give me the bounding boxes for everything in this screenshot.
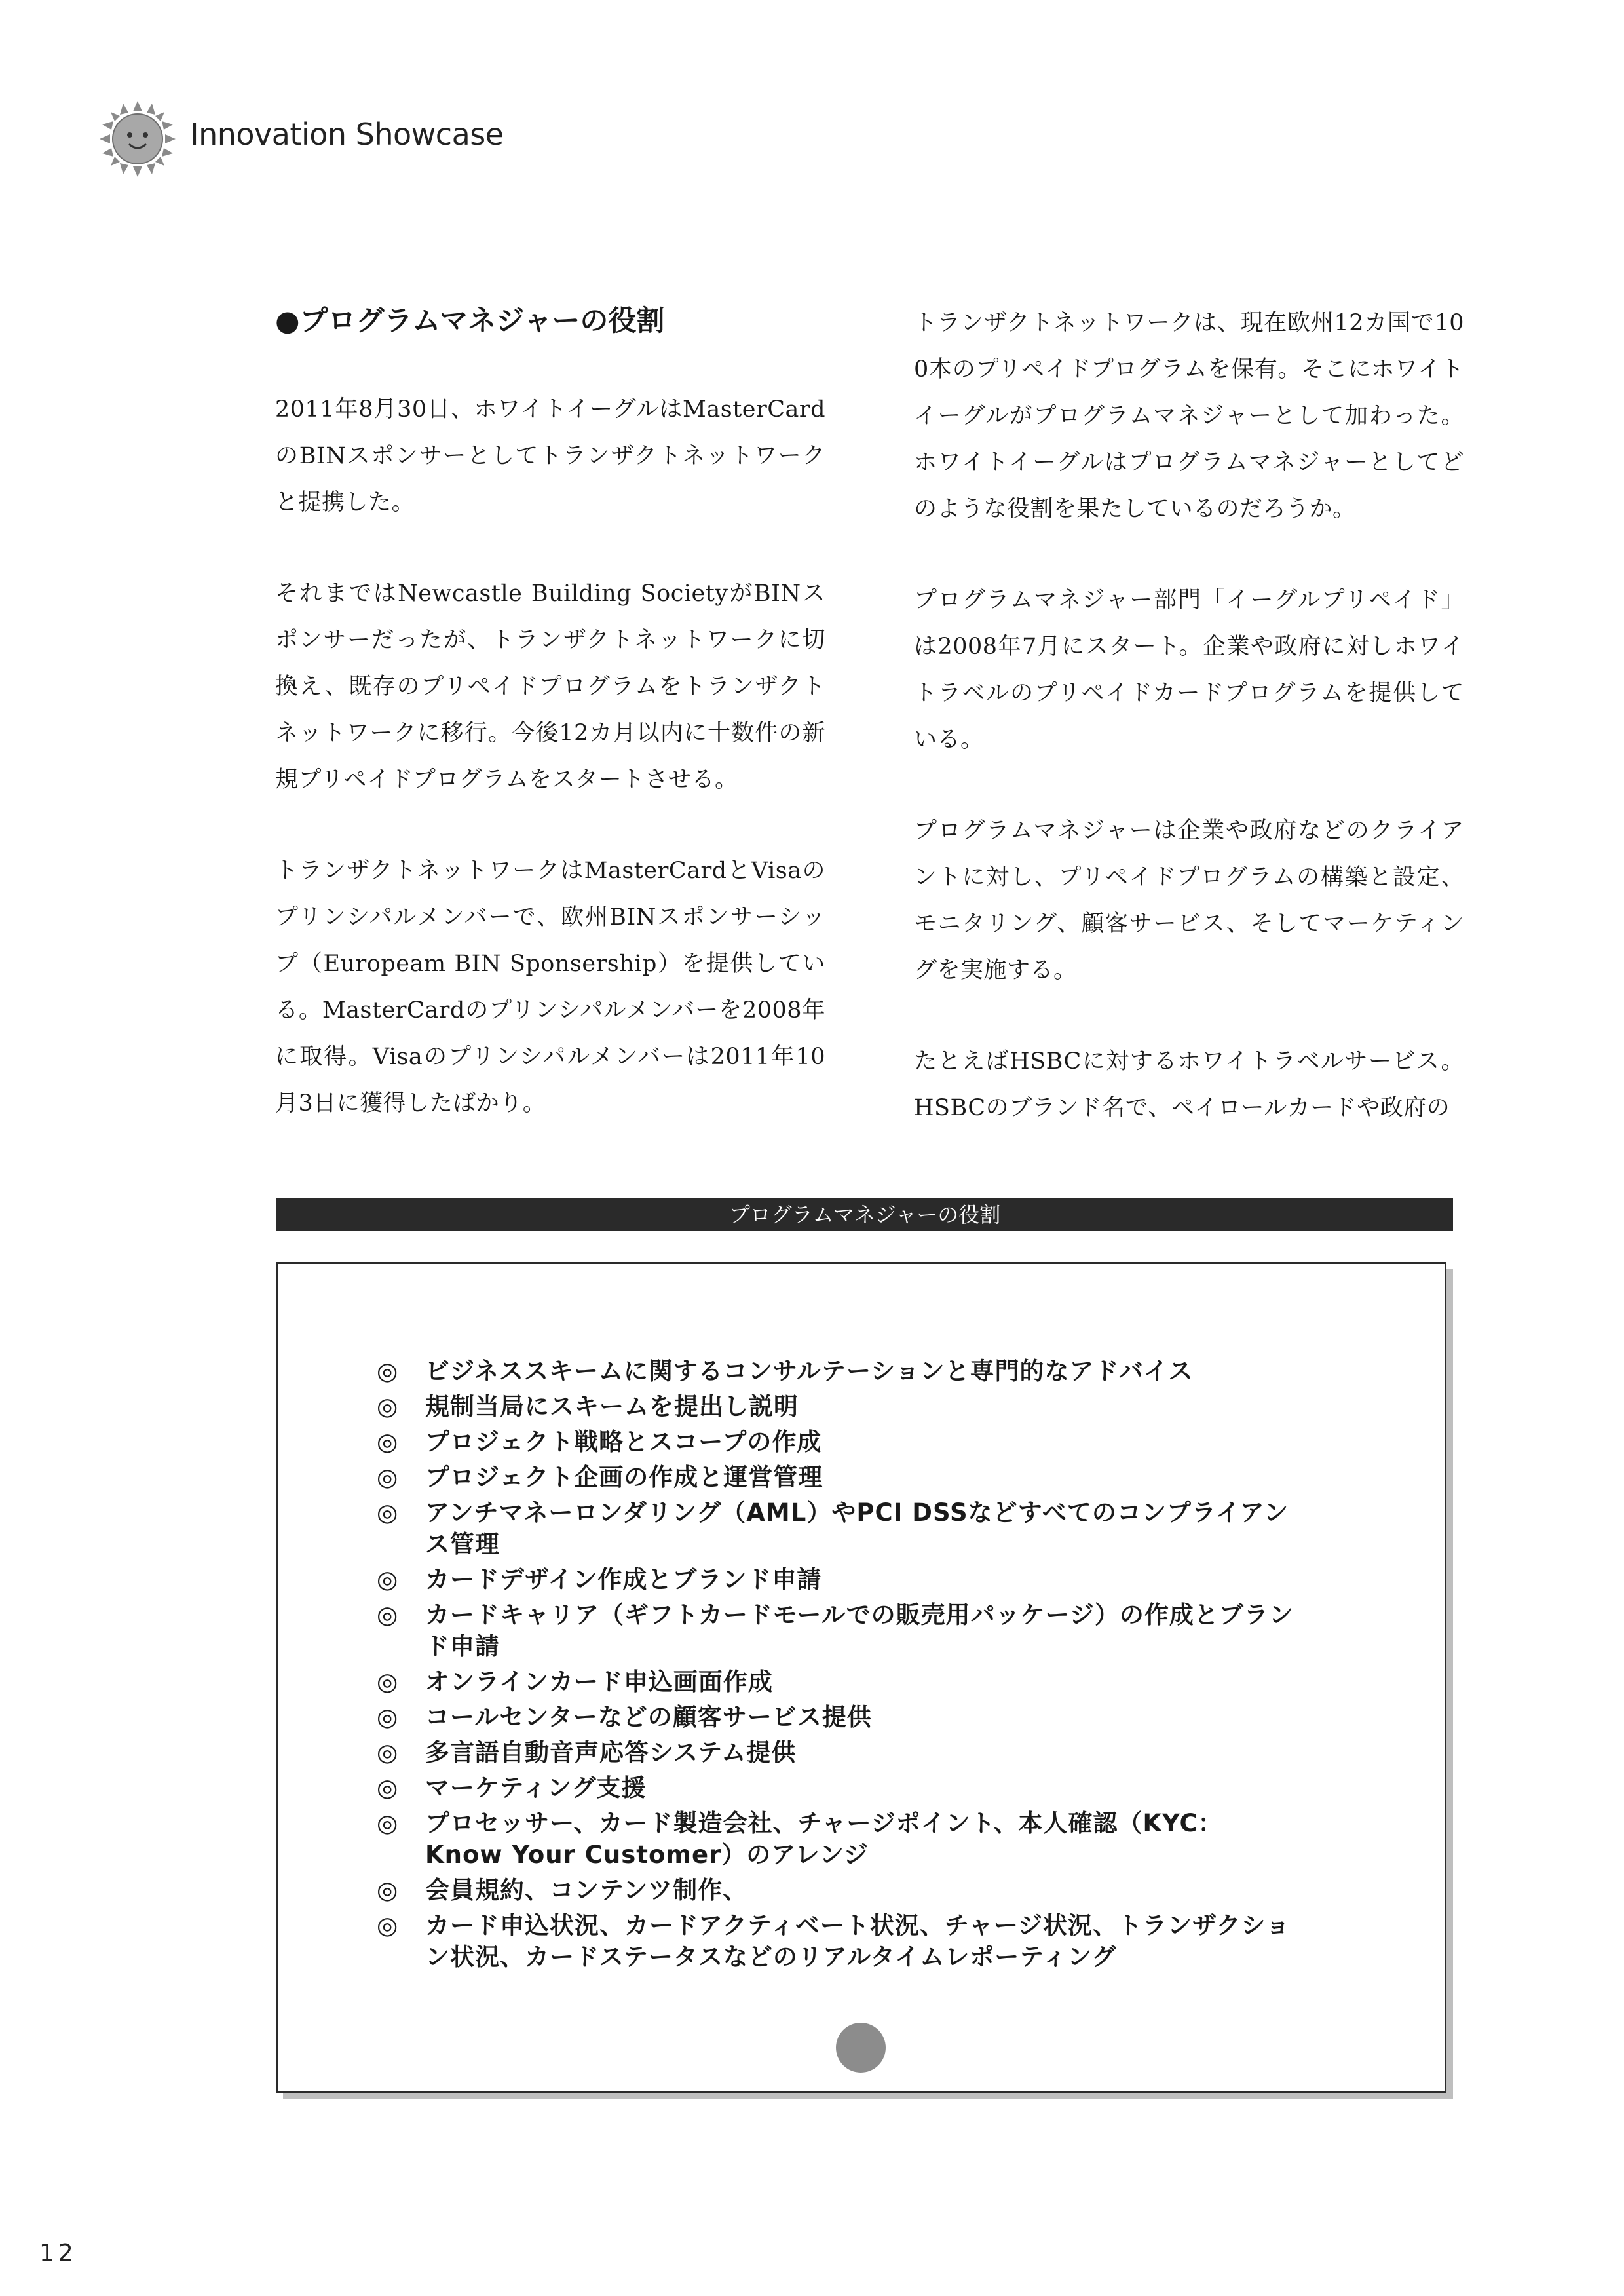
- gray-dot-decoration: [836, 2023, 886, 2073]
- list-item-text: カードデザイン作成とブランド申請: [425, 1565, 822, 1594]
- list-item: [377, 1875, 1294, 1906]
- list-item: [377, 1666, 1294, 1698]
- list-item: [377, 1391, 1294, 1423]
- list-item: [377, 1462, 1294, 1493]
- paragraph: プログラムマネジャー部門「イーグルプリペイド」は2008年7月にスタート。企業や政府に対しホワイトラベルのプリペイドカードプログラムを提供している。: [914, 587, 1464, 753]
- list-item-text: オンラインカード申込画面作成: [425, 1668, 773, 1696]
- list-item-text: コールセンターなどの顧客サービス提供: [425, 1703, 872, 1731]
- list-item-text: プロセッサー、カード製造会社、チャージポイント、本人確認（KYC：Know Your Customer）のアレンジ: [425, 1809, 1223, 1869]
- double-circle-bullet-icon: ◎: [377, 1738, 399, 1767]
- list-item: [377, 1737, 1294, 1769]
- double-circle-bullet-icon: ◎: [377, 1463, 399, 1491]
- double-circle-bullet-icon: ◎: [377, 1428, 399, 1456]
- double-circle-bullet-icon: ◎: [377, 1876, 399, 1904]
- roles-list: [377, 1356, 1294, 1977]
- paragraph: トランザクトネットワークはMasterCardとVisaのプリンシパルメンバーで、欧州BINスポンサーシップ（Europeam BIN Sponsership）を提供している。MasterCardのプリンシパルメンバーを2008年に取得。Visaのプリンシパルメンバーは2011年10月3日に獲得したばかり。: [275, 858, 825, 1117]
- right-column: [914, 295, 1464, 1176]
- double-circle-bullet-icon: ◎: [377, 1774, 399, 1802]
- list-item: [377, 1808, 1294, 1871]
- list-item: [377, 1702, 1294, 1733]
- double-circle-bullet-icon: ◎: [377, 1703, 399, 1731]
- double-circle-bullet-icon: ◎: [377, 1499, 399, 1527]
- figure-title-banner: プログラムマネジャーの役割: [276, 1198, 1453, 1231]
- paragraph: トランザクトネットワークは、現在欧州12カ国で100本のプリペイドプログラムを保有。そこにホワイトイーグルがプログラムマネジャーとして加わった。ホワイトイーグルはプログラムマネジャーとしてどのような役割を果たしているのだろうか。: [914, 310, 1464, 522]
- list-item-text: プロジェクト戦略とスコープの作成: [425, 1428, 822, 1456]
- list-item: [377, 1497, 1294, 1560]
- list-item: [377, 1910, 1294, 1973]
- double-circle-bullet-icon: ◎: [377, 1601, 399, 1629]
- list-item-text: 規制当局にスキームを提出し説明: [425, 1392, 799, 1421]
- paragraph: 2011年8月30日、ホワイトイーグルはMasterCardのBINスポンサーとしてトランザクトネットワークと提携した。: [275, 396, 825, 516]
- double-circle-bullet-icon: ◎: [377, 1668, 399, 1696]
- brand-title: Innovation Showcase: [190, 117, 504, 152]
- list-item-text: 多言語自動音声応答システム提供: [425, 1738, 797, 1767]
- list-item: [377, 1599, 1294, 1662]
- list-item-text: 会員規約、コンテンツ制作、: [425, 1876, 748, 1904]
- list-item-text: アンチマネーロンダリング（AML）やPCI DSSなどすべてのコンプライアンス管理: [425, 1499, 1289, 1558]
- list-item-text: プロジェクト企画の作成と運営管理: [425, 1463, 823, 1491]
- list-item: [377, 1772, 1294, 1804]
- paragraph: プログラムマネジャーは企業や政府などのクライアントに対し、プリペイドプログラムの構築と設定、モニタリング、顧客サービス、そしてマーケティングを実施する。: [914, 818, 1464, 984]
- page-number: 12: [39, 2240, 77, 2267]
- paragraph: たとえばHSBCに対するホワイトラベルサービス。HSBCのブランド名で、ペイロールカードや政府の: [914, 1048, 1464, 1121]
- list-item-text: カードキャリア（ギフトカードモールでの販売用パッケージ）の作成とブランド申請: [425, 1601, 1294, 1660]
- double-circle-bullet-icon: ◎: [377, 1392, 399, 1421]
- double-circle-bullet-icon: ◎: [377, 1357, 399, 1385]
- left-column: [275, 295, 825, 1172]
- list-item: [377, 1564, 1294, 1596]
- double-circle-bullet-icon: ◎: [377, 1911, 399, 1940]
- list-item: [377, 1426, 1294, 1458]
- double-circle-bullet-icon: ◎: [377, 1565, 399, 1594]
- list-item-text: マーケティング支援: [425, 1774, 647, 1802]
- double-circle-bullet-icon: ◎: [377, 1809, 399, 1837]
- sun-mascot-logo: [98, 100, 177, 178]
- roles-box: [276, 1262, 1446, 2093]
- list-item-text: カード申込状況、カードアクティベート状況、チャージ状況、トランザクション状況、カードステータスなどのリアルタイムレポーティング: [425, 1911, 1291, 1971]
- list-item: [377, 1356, 1294, 1387]
- paragraph: それまではNewcastle Building SocietyがBINスポンサーだったが、トランザクトネットワークに切換え、既存のプリペイドプログラムをトランザクトネットワークに移行。今後12カ月以内に十数件の新規プリペイドプログラムをスタートさせる。: [275, 581, 825, 793]
- section-heading: ●プログラムマネジャーの役割: [275, 305, 665, 337]
- list-item-text: ビジネススキームに関するコンサルテーションと専門的なアドバイス: [425, 1357, 1194, 1385]
